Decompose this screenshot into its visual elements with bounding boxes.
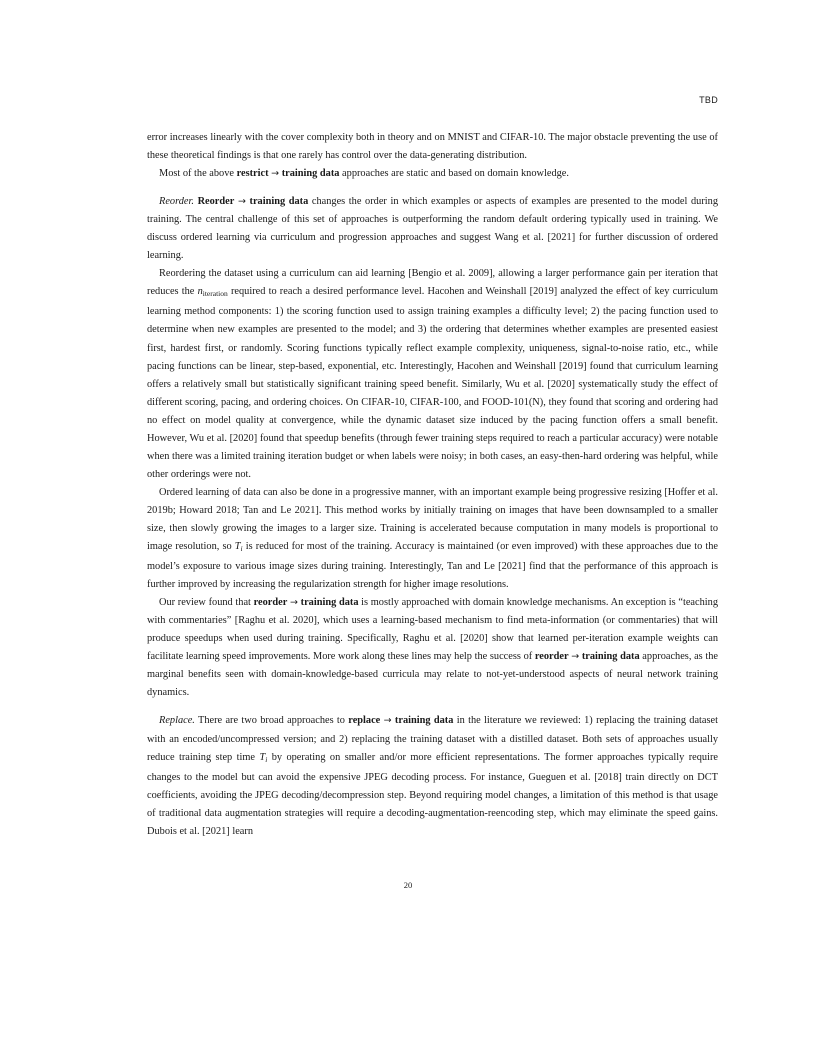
math-t: T [234,541,241,553]
arrow-symbol: → [237,196,246,208]
math-subscript: iteration [202,289,228,299]
paragraph-replace-intro [147,712,718,840]
text-run: in the literature we reviewed: 1) replacing the training dataset with an encoded/uncompressed version; and 2) replacing the training dataset with a distilled dataset. Both sets of approaches usually reduce training step time [147,715,719,763]
arrow-symbol: → [271,168,280,180]
text-run: approaches, as the marginal benefits seen with domain-knowledge-based curricula may relate to not-yet-understood aspects of neural network training dynamics. [147,651,718,699]
paragraph-continuation: error increases linearly with the cover complexity both in theory and on MNIST and CIFAR-10. The major obstacle preventing the use of these theoretical findings is that one rarely has control over the data-generating distribution. [147,132,718,162]
arrow-symbol: → [383,715,392,727]
math-subscript: i [265,754,268,764]
text-run: Most of the above [159,168,237,180]
math-subscript: i [240,544,243,554]
page-number: 20 [403,880,413,890]
body-text [147,129,718,841]
paragraph-restrict-summary [147,165,718,183]
text-run: Our review found that [159,597,254,609]
math-t: T [259,751,266,763]
paragraph-review-findings [147,594,718,702]
section-heading-reorder: Reorder. [159,196,194,208]
paragraph-progressive-resizing [147,484,718,594]
running-header: TBD [699,95,718,105]
term-restrict: restrict [236,168,269,180]
text-run: by operating on smaller and/or more efficient representations. The former approaches typically require changes to the model but can avoid the expensive JPEG decoding process. For instance, Gueguen et al. [2018] train directly on DCT coefficients, avoiding the JPEG decoding/decompression step. Beyond requiring model changes, a limitation of this method is that usage of traditional data augmentation strategies will require a decoding-augmentation-reencoding step, which may eliminate the speed gains. Dubois et al. [2021] learn [147,751,719,837]
term-training-data: training data [300,597,359,609]
text-run: required to reach a desired performance level. Hacohen and Weinshall [2019] analyzed the effect of key curriculum learning method components: 1) the scoring function used to assign training examples a difficulty level; 2) the pacing function used to determine when new examples are presented to the model; and 3) the ordering that determines whether examples are presented easiest first, hardest first, or randomly. Scoring functions typically reflect example complexity, uniqueness, signal-to-noise ratio, etc., while pacing functions can be linear, step-based, exponential, etc. Interestingly, Hacohen and Weinshall [2019] found that curriculum learning offers a relatively small but statistically significant training speed benefit. Similarly, Wu et al. [2020] systematically study the effect of different scoring, pacing, and ordering choices. On CIFAR-10, CIFAR-100, and FOOD-101(N), they found that scoring and ordering had no effect on model quality at convergence, while the dynamic dataset size induced by the pacing function offers a small benefit. However, Wu et al. [2020] found that speedup benefits (through fewer training steps required to reach a particular accuracy) were notable when there was a limited training iteration budget or when labels were noisy; in both cases, an easy-then-hard ordering was helpful, while other orderings were not. [147,286,718,480]
paragraph-reorder-intro [147,193,718,265]
text-run: Ordered learning of data can also be done in a progressive manner, with an important example being progressive resizing [Hoffer et al. 2019b; Howard 2018; Tan and Le 2021]. This method works by initially training on images that have been downsampled to a smaller size, then slowly growing the images to a larger size. Training is accelerated because computation in many models is proportional to image resolution, so [147,486,718,553]
term-training-data: training data [281,168,340,180]
term-training-data: training data [581,651,640,663]
term-training-data: training data [249,196,309,208]
term-training-data: training data [394,715,454,727]
term-reorder: reorder [253,597,288,609]
text-run: is mostly approached with domain knowledge mechanisms. An exception is “teaching with commentaries” [Raghu et al. 2020], which uses a learning-based mechanism to find meta-information (or commentaries) that will produce speedups when used during training. Specifically, Raghu et al. [2020] show that learned per-iteration example weights can facilitate learning speed improvements. More work along these lines may help the success of [147,597,719,663]
term-reorder: reorder [534,651,569,663]
arrow-symbol: → [571,651,580,663]
text-run: There are two broad approaches to [194,715,349,727]
text-run: is reduced for most of the training. Accuracy is maintained (or even improved) with these approaches due to the model’s exposure to various image sizes during training. Interestingly, Tan and Le [2021] find that the performance of this approach is further improved by increasing the regularization strength for higher image resolutions. [147,541,718,591]
paragraph-curriculum [147,265,718,484]
text-run: Reordering the dataset using a curriculum can aid learning [Bengio et al. 2009], allowing a larger performance gain per iteration that reduces the [147,268,718,298]
arrow-symbol: → [289,597,298,609]
section-heading-replace: Replace. [159,715,195,727]
text-run: approaches are static and based on domain knowledge. [339,168,569,180]
math-n: n [197,286,203,298]
text-run: changes the order in which examples or aspects of examples are presented to the model during training. The central challenge of this set of approaches is outperforming the random default ordering typically used in training. We discuss ordered learning via curriculum and progression approaches and suggest Wang et al. [2021] for further discussion of ordered learning. [147,196,718,262]
term-replace: replace [348,715,381,727]
term-reorder: Reorder [197,196,235,208]
